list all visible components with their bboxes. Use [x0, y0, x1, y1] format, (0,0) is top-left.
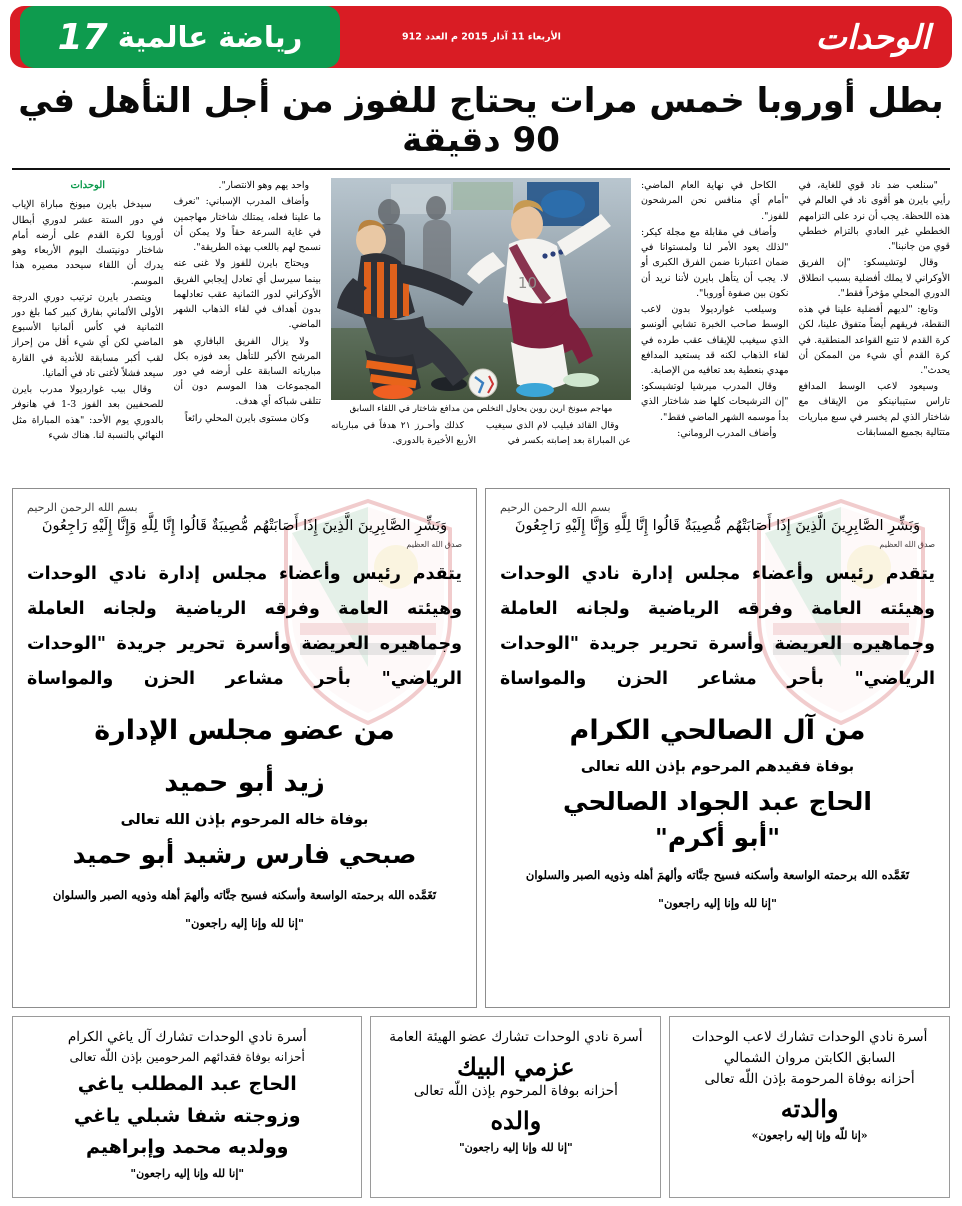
obituary-dua: تَغَمَّده الله برحمته الواسعة وأسكنه فسيح جنَّاته وألهمَ أهله وذويه الصبر والسلوان — [525, 868, 910, 883]
paragraph: وسيلعب غوارديولا بدون لاعب الوسط صاحب الخبرة تشابي ألونسو الذي سيغيب للإيقاف عقب طرده في لقاء الذهاب لكنه قد يستعيد المدافع مهدي بنعطية بعد تعافيه من الإصابة. — [641, 304, 789, 376]
article-column-5 — [799, 178, 951, 478]
article-column-mid-right — [331, 419, 476, 478]
obituary-inna-lillah: «إنا للّه وإنا إليه راجعون» — [751, 1128, 868, 1142]
sadaqa-allah-text: صدق الله العظيم — [406, 539, 462, 549]
obituary-inna-lillah: "إنا لله وإنا إليه راجعون" — [658, 896, 777, 911]
obituary-inna-lillah: "إنا لله وإنا إليه راجعون" — [458, 1141, 573, 1155]
paragraph: الكاحل في نهاية العام الماضي: "أمام أي منافس نحن المرشحون للفوز". — [641, 180, 789, 222]
obituary-relation-line: بوفاة خاله المرحوم بإذن الله تعالى — [120, 811, 369, 828]
obituary-card-al-salhi — [485, 488, 950, 1008]
paragraph: وقال القائد فيليب لام الذي سيغيب عن المباراة بعد إصابته بكسر في — [486, 420, 631, 447]
obituary-from-title: من آل الصالحي الكرام — [569, 714, 866, 746]
obituary-card-azmi-albeik — [370, 1016, 661, 1198]
section-label: رياضة عالمية — [117, 20, 303, 54]
article-body — [12, 178, 950, 478]
article-column-2 — [174, 178, 322, 478]
paragraph: ولا يزال الفريق البافاري هو المرشح الأكبر للتأهل بعد فوزه بكل مبارياته السابقة على أرضه في دور المجموعات هذا الموسم دون أن تتلقى شباكه أي هدف. — [173, 335, 321, 408]
obituary-relation-line: بوفاة فقيدهم المرحوم بإذن الله تعالى — [580, 759, 855, 776]
paragraph: وكان مستوى بايرن المحلي رائعاً — [184, 412, 309, 424]
paragraph: "سنلعب ضد ناد قوي للغاية، في رأيي بايرن هو أقوى ناد في العالم في هذه اللحظة. يجب أن نرد على التزامهم الخططي غير العادي بالتزام خططي قوي من جانبنا". — [798, 180, 950, 253]
headline-divider — [12, 168, 950, 170]
obituary-from-title: من عضو مجلس الإدارة — [94, 714, 395, 746]
paragraph: كذلك وأحـرز ٢١ هدفاً في مبارياته الأربع الأخيرة بالدوري. — [331, 420, 476, 447]
obituary-line-2: أحزانه بوفاة فقدائهم المرحومين بإذن اللّه تعالى — [69, 1050, 305, 1065]
article-photo-block — [331, 178, 631, 478]
obituary-inna-lillah: "إنا لله وإنا إليه راجعون" — [185, 915, 304, 930]
quran-verse: وَبَشِّرِ الصَّابِرِينَ الَّذِينَ إِذَا أَصَابَتْهُم مُّصِيبَةٌ قَالُوا إِنَّا لِلَّهِ وَإِنَّا إِلَيْهِ رَاجِعُونَ — [514, 518, 921, 535]
byline: الوحدات — [70, 180, 106, 192]
masthead — [10, 6, 952, 68]
paragraph: وأضاف في مقابلة مع مجلة كيكر: "لذلك يعود الأمر لنا ولمستوانا في ضمان اعتبارنا ضمن الفرق الكبرى أو لا. يجب أن يتأهل بايرن لأننا نريد أن نكون بين صفوة أوروبا". — [641, 226, 789, 299]
article-column-4 — [641, 178, 789, 478]
paragraph: ويحتاج بايرن للفوز ولا غنى عنه بينما سيرسل أي تعادل إيجابي الفريق الأوكراني لدور الثمانية عقب تعادلهما بدون أهداف في لقاء الذهاب الشهر الماضي. — [173, 258, 321, 331]
deceased-name: الحاج عبد الجواد الصالحي — [563, 787, 872, 817]
obituary-row-small — [12, 1016, 950, 1198]
deceased-name: وولديه محمد وإبراهيم — [86, 1136, 289, 1159]
obituary-from-name: زيد أبو حميد — [164, 767, 325, 799]
paragraph: واحد يهم وهو الانتصار". — [218, 180, 309, 192]
page-number: 17 — [57, 16, 108, 58]
obituary-intro-text: يتقدم رئيس وأعضاء مجلس إدارة نادي الوحدات وهيئته العامة وفرقه الرياضية ولجانه العاملة وجماهيره العريضة وأسرة تحرير جريدة "الوحدات الرياضي" بأحر مشاعر الحزن والمواساة — [500, 563, 935, 689]
obituary-line-2: أحزانه بوفاة المرحوم بإذن اللّه تعالى — [413, 1083, 618, 1100]
page-headline: بطل أوروبا خمس مرات يحتاج للفوز من أجل التأهل في 90 دقيقة — [18, 81, 944, 161]
obituary-line-1: أسرة نادي الوحدات تشارك لاعب الوحدات السابق الكابتن مروان الشمالي — [691, 1029, 928, 1067]
bismillah-text: بسم الله الرحمن الرحيم — [500, 501, 611, 515]
paper-name: الوحدات — [815, 17, 930, 57]
obituary-intro-text: يتقدم رئيس وأعضاء مجلس إدارة نادي الوحدات وهيئته العامة وفرقه الرياضية ولجانه العاملة وجماهيره العريضة وأسرة تحرير جريدة "الوحدات الرياضي" بأحر مشاعر الحزن والمواساة — [27, 563, 462, 689]
obituary-row-large — [12, 488, 950, 1008]
quran-verse: وَبَشِّرِ الصَّابِرِينَ الَّذِينَ إِذَا أَصَابَتْهُم مُّصِيبَةٌ قَالُوا إِنَّا لِلَّهِ وَإِنَّا إِلَيْهِ رَاجِعُونَ — [41, 518, 448, 535]
match-photo — [331, 178, 631, 400]
deceased-name: صبحي فارس رشيد أبو حميد — [72, 839, 417, 869]
deceased-relation: والده — [490, 1106, 542, 1136]
paragraph: وأضاف المدرب الروماني: — [677, 427, 777, 439]
issue-date-line: الأربعاء 11 آذار 2015 م العدد 912 — [402, 31, 561, 43]
paragraph: وقال لوتشيسكو: "إن الفريق الأوكراني لا يملك أفضلية بسبب انطلاق الدوري المحلي مؤخراً فقط". — [798, 257, 950, 299]
sadaqa-allah-text: صدق الله العظيم — [879, 539, 935, 549]
obituary-card-yaghi — [12, 1016, 362, 1198]
svg-text:10: 10 — [517, 274, 537, 293]
paragraph: وأضاف المدرب الإسباني: "نعرف ما علينا فعله، يمتلك شاختار مهاجمين في غاية السرعة حقاً ولا يمكن أن نسمح لهم باللعب بهذه الطريقة". — [173, 196, 321, 254]
deceased-relation: والدته — [780, 1093, 839, 1123]
headline-area — [12, 82, 950, 160]
obituary-card-marwan-shamali — [669, 1016, 950, 1198]
paragraph: وتابع: "لديهم أفضلية علينا في هذه النقطة، فريقهم أيضاً متفوق علينا، لكن كرة القدم لا تتبع القواعد المنطقية. في كرة القدم أي شيء من الممكن أن يحدث". — [798, 304, 950, 376]
obituary-inna-lillah: "إنا لله وإنا إليه راجعون" — [130, 1167, 245, 1181]
obituary-line-1: أسرة نادي الوحدات تشارك عضو الهيئة العامة — [389, 1029, 643, 1046]
member-name: عزمي البيك — [457, 1052, 575, 1082]
paragraph: سيدخل بايرن ميونخ مباراة الإياب في دور الستة عشر لدوري أبطال أوروبا لكرة القدم على أرضه أمام شاختار دونيتسك اليوم الأربعاء وهو يدرك أن اللقاء سيحدد مصيره هذا الموسم. — [12, 199, 164, 287]
obituary-card-zaid-abu-hameed — [12, 488, 477, 1008]
paragraph: ويتصدر بايرن ترتيب دوري الدرجة الأولى الألماني بفارق كبير كما بلغ دور الثمانية في كأس ألمانيا الأسبوع الماضي لكن أي شيء أقل من إحراز لقب أكبر مسابقة للأندية في القارة سيعد فشلاً لأغنى ناد في ألمانيا. — [12, 291, 164, 379]
paragraph: وقال المدرب ميرشيا لوتشيسكو: "إن الترشيحات كلها ضد شاختار الذي بدأ موسمه الشهر الماضي فقط". — [641, 381, 789, 423]
paragraph: وسيعود لاعب الوسط المدافع تاراس ستيبانينكو من الإيقاف مع شاختار الذي لم يخسر في سبع مباريات متتالية بجميع المسابقات — [798, 381, 950, 438]
deceased-nickname: "أبو أكرم" — [654, 823, 781, 853]
article-column-mid-left — [486, 419, 631, 478]
obituary-dua: تَغَمَّده الله برحمته الواسعة وأسكنه فسيح جنَّاته وألهمَ أهله وذويه الصبر والسلوان — [52, 887, 437, 902]
photo-caption: مهاجم ميونخ ارين روبن يحاول التخلص من مدافع شاختار في اللقاء السابق — [349, 404, 613, 415]
obituary-line-1: أسرة نادي الوحدات تشارك آل ياغي الكرام — [67, 1029, 307, 1046]
obituary-line-2: أحزانه بوفاة المرحومة بإذن اللّه تعالى — [704, 1071, 915, 1088]
section-banner — [20, 6, 340, 68]
deceased-name: وزوجته شفا شبلي ياغي — [73, 1104, 301, 1127]
article-column-1 — [12, 178, 164, 478]
deceased-name: الحاج عبد المطلب ياغي — [77, 1073, 297, 1096]
paragraph: وقال بيب غوارديولا مدرب بايرن للصحفيين بعد الفوز 3-1 في هانوفر بالدوري يوم الأحد: "هذه المباراة مثل النهائي بالنسبة لنا. هناك شيء — [12, 384, 164, 441]
bismillah-text: بسم الله الرحمن الرحيم — [27, 501, 138, 515]
